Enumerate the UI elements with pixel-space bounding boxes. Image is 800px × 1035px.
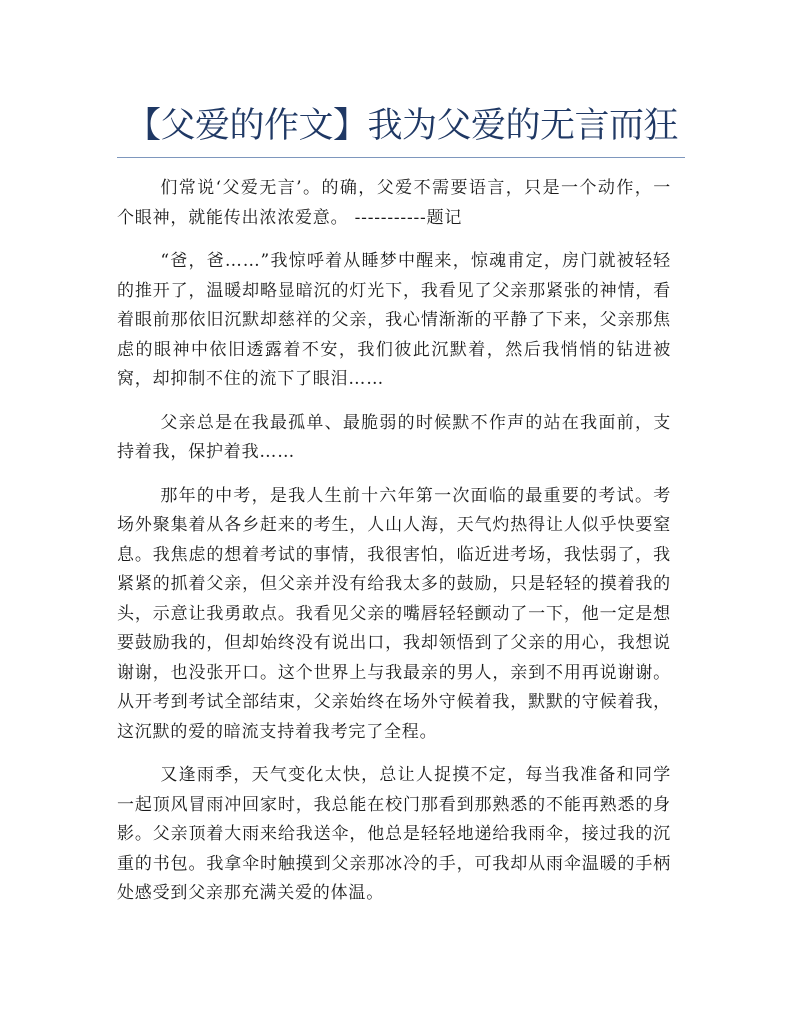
paragraph-exam: 那年的中考，是我人生前十六年第一次面临的最重要的考试。考场外聚集着从各乡赶来的考生，人山人海，天气灼热得让人似乎快要窒息。我焦虑的想着考试的事情，我很害怕，临近进考场，我怯弱了，我紧紧的抓着父亲，但父亲并没有给我太多的鼓励，只是轻轻的摸着我的头，示意让我勇敢点。我看见父亲的嘴唇轻轻颤动了一下，他一定是想要鼓励我的，但却始终没有说出口，我却领悟到了父亲的用心，我想说谢谢，也没张开口。这个世界上与我最亲的男人，亲到不用再说谢谢。从开考到考试全部结束，父亲始终在场外守候着我，默默的守候着我，这沉默的爱的暗流支持着我考完了全程。 (117, 485, 671, 742)
title-divider (117, 157, 685, 158)
document-body (117, 174, 671, 923)
paragraph-epigraph: 们常说‘父爱无言’。的确，父爱不需要语言，只是一个动作，一个眼神，就能传出浓浓爱意。 -----------题记 (117, 178, 671, 228)
paragraph-night-waking: “爸，爸……”我惊呼着从睡梦中醒来，惊魂甫定，房门就被轻轻的推开了，温暖却略显暗沉的灯光下，我看见了父亲那紧张的神情，看着眼前那依旧沉默却慈祥的父亲，我心情渐渐的平静了下来，父亲那焦虑的眼神中依旧透露着不安，我们彼此沉默着，然后我悄悄的钻进被窝，却抑制不住的流下了眼泪…… (117, 251, 671, 389)
paragraph-rainy-season: 又逢雨季，天气变化太快，总让人捉摸不定，每当我准备和同学一起顶风冒雨冲回家时，我总能在校门那看到那熟悉的不能再熟悉的身影。父亲顶着大雨来给我送伞，他总是轻轻地递给我雨伞，接过我的沉重的书包。我拿伞时触摸到父亲那冰冷的手，可我却从雨伞温暖的手柄处感受到父亲那充满关爱的体温。 (117, 765, 671, 903)
paragraph-support: 父亲总是在我最孤单、最脆弱的时候默不作声的站在我面前，支持着我，保护着我…… (117, 412, 671, 462)
document-title: 【父爱的作文】我为父爱的无言而狂 (125, 106, 678, 146)
